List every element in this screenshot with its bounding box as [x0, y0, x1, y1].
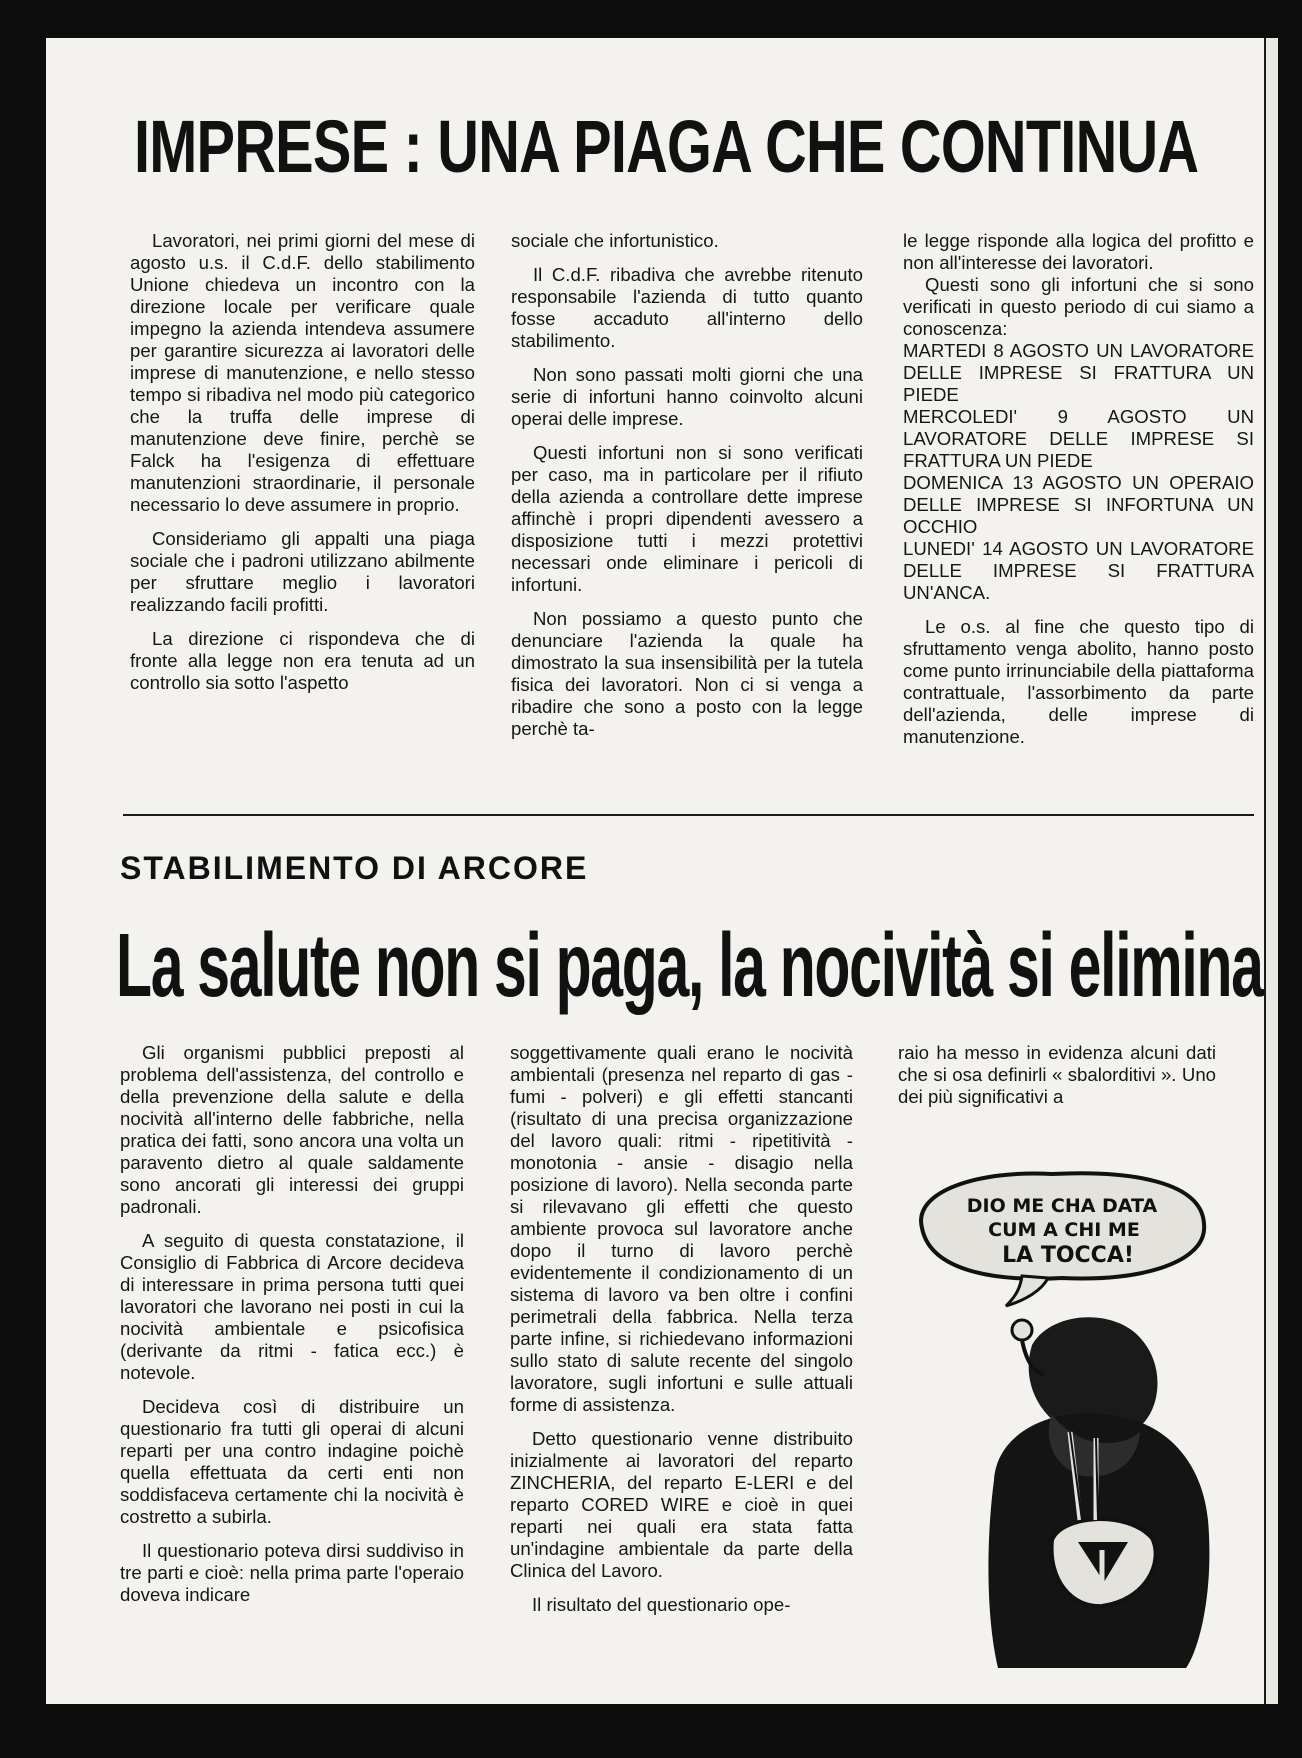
- article-2-paragraph: Gli organismi pubblici preposti al problema dell'assistenza, del controllo e della prevenzione della salute e della nocività all'interno delle fabbriche, nella pratica dei fatti, sono ancora una volta un paravento dietro al quale saldamente sono ancorati gli interessi dei gruppi padronali.: [120, 1042, 464, 1217]
- article-2-column-2: [510, 1042, 853, 1628]
- incident-entry: DOMENICA 13 AGOSTO UN OPERAIO DELLE IMPRESE SI INFORTUNA UN OCCHIO: [903, 472, 1254, 537]
- section-divider: [123, 814, 1254, 816]
- article-1-paragraph: sociale che infortunistico.: [511, 230, 719, 251]
- article-2-column-1: [120, 1042, 464, 1618]
- article-1-paragraph: Questi sono gli infortuni che si sono verificati in questo periodo di cui siamo a conoscenza:: [903, 274, 1254, 339]
- article-1-paragraph: Non possiamo a questo punto che denunciare l'azienda la quale ha dimostrato la sua insensibilità per la tutela fisica dei lavoratori. Non ci si venga a ribadire che sono a posto con la legge perchè ta-: [511, 608, 863, 739]
- article-1-column-3: [903, 230, 1254, 760]
- cartoon-illustration: [902, 1170, 1242, 1670]
- speech-line-3: LA TOCCA!: [1002, 1243, 1134, 1268]
- article-1-paragraph: Le o.s. al fine che questo tipo di sfruttamento venga abolito, hanno posto come punto irrinunciabile della piattaforma contrattuale, l'assorbimento da parte dell'azienda, delle imprese di manutenzione.: [903, 616, 1254, 747]
- article-2-paragraph: A seguito di questa constatazione, il Consiglio di Fabbrica di Arcore decideva di interessare in prima persona tutti quei lavoratori che lavorano nei posti in cui la nocività ambientale e psicofisica (derivante da ritmi - fatica ecc.) è notevole.: [120, 1230, 464, 1383]
- article-2-paragraph: Il questionario poteva dirsi suddiviso in tre parti e cioè: nella prima parte l'operaio doveva indicare: [120, 1540, 464, 1605]
- article-1-paragraph: La direzione ci rispondeva che di fronte alla legge non era tenuta ad un controllo sia sotto l'aspetto: [130, 628, 475, 693]
- article-1-column-1: [130, 230, 475, 706]
- article-1-paragraph: Il C.d.F. ribadiva che avrebbe ritenuto responsabile l'azienda di tutto quanto fosse accaduto all'interno dello stabilimento.: [511, 264, 863, 351]
- adjacent-page-edge: [1264, 38, 1278, 1704]
- article-2-paragraph: soggettivamente quali erano le nocività ambientali (presenza nel reparto di gas - fumi - polveri) e gli effetti stancanti (risultato di una precisa organizzazione del lavoro quali: ritmi - ripetitività - monotonia - ansie - disagio nella posizione di lavoro). Nella seconda parte si rilevavano gli effetti che questo ambiente provoca sul lavoratore anche dopo il turno di lavoro perchè evidentemente il condizionamento di un sistema di lavoro va ben oltre i confini perimetrali della fabbrica. Nella terza parte infine, si richiedevano informazioni sullo stato di salute recente del singolo lavoratore, sugli infortuni e sulle attuali forme di assistenza.: [510, 1042, 853, 1415]
- article-2-column-3: [898, 1042, 1216, 1120]
- article-1-column-2: [511, 230, 863, 752]
- article-1-headline: IMPRESE : UNA PIAGA CHE CONTINUA: [134, 105, 1199, 188]
- article-1-paragraph: Non sono passati molti giorni che una serie di infortuni hanno coinvolto alcuni operai delle imprese.: [511, 364, 863, 429]
- incident-entry: MARTEDI 8 AGOSTO UN LAVORATORE DELLE IMPRESE SI FRATTURA UN PIEDE: [903, 340, 1254, 405]
- speech-line-2: CUM A CHI ME: [988, 1219, 1140, 1241]
- speech-line-1: DIO ME CHA DATA: [966, 1195, 1158, 1217]
- article-2-headline: La salute non si paga, la nocività si elimina: [116, 916, 1263, 1016]
- article-2-paragraph: Detto questionario venne distribuito inizialmente ai lavoratori del reparto ZINCHERIA, del reparto E-LERI e del reparto CORED WIRE e cioè in quei reparti nei quali era stata fatta un'indagine ambientale da parte della Clinica del Lavoro.: [510, 1428, 853, 1581]
- article-1-paragraph: Lavoratori, nei primi giorni del mese di agosto u.s. il C.d.F. dello stabilimento Unione chiedeva un incontro con la direzione locale per verificare quale impegno la azienda intendeva assumere per garantire sicurezza ai lavoratori delle imprese di manutenzione, e nello stesso tempo si ribadiva nel modo più categorico che la truffa delle imprese di manutenzione deve finire, perchè se Falck ha l'esigenza di effettuare manutenzioni straordinarie, il personale necessario lo deve assumere in proprio.: [130, 230, 475, 515]
- incident-entry: MERCOLEDI' 9 AGOSTO UN LAVORATORE DELLE IMPRESE SI FRATTURA UN PIEDE: [903, 406, 1254, 471]
- cartoon-figure: [988, 1317, 1209, 1668]
- article-2-paragraph: raio ha messo in evidenza alcuni dati che si osa definirli « sbalorditivi ». Uno dei più significativi a: [898, 1042, 1216, 1107]
- article-1-paragraph: Consideriamo gli appalti una piaga sociale che i padroni utilizzano abilmente per sfruttare meglio i lavoratori realizzando facili profitti.: [130, 528, 475, 615]
- article-2-kicker: STABILIMENTO DI ARCORE: [120, 850, 589, 886]
- article-2-paragraph: Decideva così di distribuire un questionario fra tutti gli operai di alcuni reparti per una contro indagine poichè quella effettuata da certi enti non soddisfaceva certamente chi la nocività è costretto a subirla.: [120, 1396, 464, 1527]
- article-1-paragraph: le legge risponde alla logica del profitto e non all'interesse dei lavoratori.: [903, 230, 1254, 273]
- article-2-paragraph: Il risultato del questionario ope-: [532, 1594, 791, 1615]
- speech-balloon-tail: [1006, 1276, 1048, 1306]
- incident-entry: LUNEDI' 14 AGOSTO UN LAVORATORE DELLE IMPRESE SI FRATTURA UN'ANCA.: [903, 538, 1254, 603]
- article-1-paragraph: Questi infortuni non si sono verificati per caso, ma in particolare per il rifiuto della azienda a controllare dette imprese affinchè i propri dipendenti avessero a disposizione tutti i mezzi protettivi necessari onde eliminare i pericoli di infortuni.: [511, 442, 863, 595]
